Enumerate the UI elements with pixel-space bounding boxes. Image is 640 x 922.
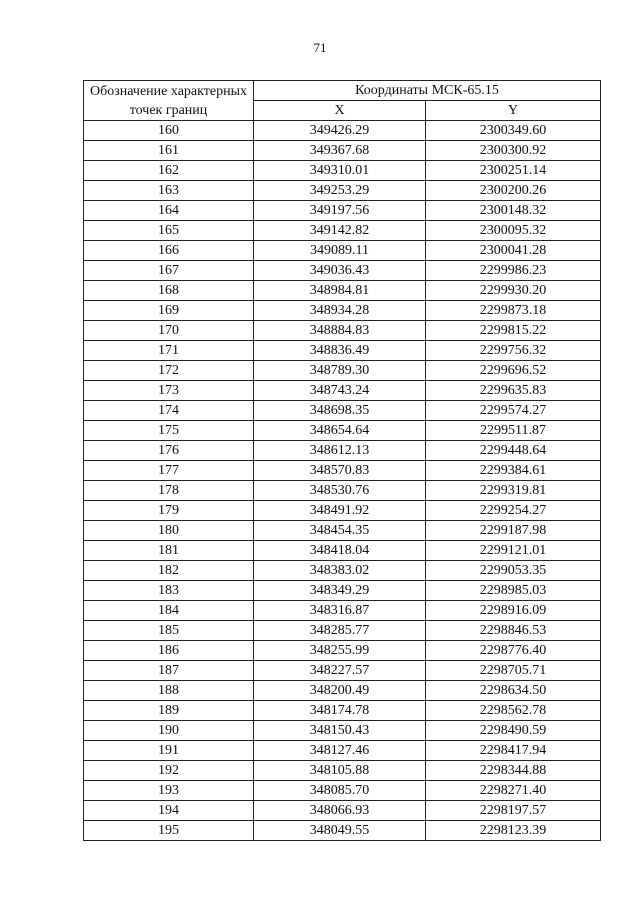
y-coordinate-cell: 2298271.40	[426, 781, 601, 801]
point-id-cell: 163	[84, 181, 254, 201]
y-coordinate-cell: 2298197.57	[426, 801, 601, 821]
table-row	[84, 681, 601, 701]
y-coordinate-cell: 2299696.52	[426, 361, 601, 381]
x-coordinate-cell: 348612.13	[254, 441, 426, 461]
table-row	[84, 661, 601, 681]
x-coordinate-cell: 348227.57	[254, 661, 426, 681]
y-coordinate-cell: 2299053.35	[426, 561, 601, 581]
x-coordinate-cell: 348316.87	[254, 601, 426, 621]
x-coordinate-cell: 348174.78	[254, 701, 426, 721]
x-coordinate-cell: 348049.55	[254, 821, 426, 841]
x-coordinate-cell: 348418.04	[254, 541, 426, 561]
point-id-cell: 174	[84, 401, 254, 421]
table-row	[84, 721, 601, 741]
point-id-cell: 192	[84, 761, 254, 781]
point-id-cell: 172	[84, 361, 254, 381]
table-row	[84, 521, 601, 541]
x-coordinate-cell: 348984.81	[254, 281, 426, 301]
y-coordinate-cell: 2299756.32	[426, 341, 601, 361]
y-coordinate-cell: 2298344.88	[426, 761, 601, 781]
point-id-cell: 186	[84, 641, 254, 661]
point-id-cell: 184	[84, 601, 254, 621]
point-id-cell: 190	[84, 721, 254, 741]
point-id-cell: 165	[84, 221, 254, 241]
x-coordinate-cell: 349253.29	[254, 181, 426, 201]
x-coordinate-cell: 348934.28	[254, 301, 426, 321]
point-id-cell: 164	[84, 201, 254, 221]
table-row	[84, 821, 601, 841]
y-coordinate-cell: 2299319.81	[426, 481, 601, 501]
table-row	[84, 381, 601, 401]
point-id-cell: 178	[84, 481, 254, 501]
table-header	[84, 81, 601, 121]
point-id-cell: 189	[84, 701, 254, 721]
x-column-header: X	[254, 101, 426, 121]
x-coordinate-cell: 349367.68	[254, 141, 426, 161]
x-coordinate-cell: 348743.24	[254, 381, 426, 401]
table-row	[84, 741, 601, 761]
x-coordinate-cell: 348349.29	[254, 581, 426, 601]
coordinates-group-header: Координаты МСК-65.15	[254, 81, 601, 101]
point-id-cell: 168	[84, 281, 254, 301]
y-coordinate-cell: 2298985.03	[426, 581, 601, 601]
x-coordinate-cell: 348255.99	[254, 641, 426, 661]
y-column-header: Y	[426, 101, 601, 121]
point-id-cell: 183	[84, 581, 254, 601]
y-coordinate-cell: 2300300.92	[426, 141, 601, 161]
x-coordinate-cell: 349426.29	[254, 121, 426, 141]
y-coordinate-cell: 2298705.71	[426, 661, 601, 681]
table-body	[84, 121, 601, 841]
point-designation-line1: Обозначение характерных	[90, 83, 247, 99]
point-id-cell: 179	[84, 501, 254, 521]
point-id-cell: 161	[84, 141, 254, 161]
x-coordinate-cell: 349089.11	[254, 241, 426, 261]
table-row	[84, 641, 601, 661]
point-id-cell: 182	[84, 561, 254, 581]
point-id-cell: 195	[84, 821, 254, 841]
table-row	[84, 341, 601, 361]
y-coordinate-cell: 2298916.09	[426, 601, 601, 621]
table-row	[84, 621, 601, 641]
x-coordinate-cell: 348127.46	[254, 741, 426, 761]
y-coordinate-cell: 2299635.83	[426, 381, 601, 401]
x-coordinate-cell: 349142.82	[254, 221, 426, 241]
x-coordinate-cell: 348836.49	[254, 341, 426, 361]
table-row	[84, 401, 601, 421]
point-id-cell: 160	[84, 121, 254, 141]
y-coordinate-cell: 2298562.78	[426, 701, 601, 721]
table-row	[84, 701, 601, 721]
table-row	[84, 541, 601, 561]
table-row	[84, 461, 601, 481]
point-id-cell: 175	[84, 421, 254, 441]
table-row	[84, 121, 601, 141]
table-row	[84, 761, 601, 781]
x-coordinate-cell: 348570.83	[254, 461, 426, 481]
point-id-cell: 177	[84, 461, 254, 481]
y-coordinate-cell: 2298123.39	[426, 821, 601, 841]
table-row	[84, 221, 601, 241]
x-coordinate-cell: 348200.49	[254, 681, 426, 701]
x-coordinate-cell: 348105.88	[254, 761, 426, 781]
x-coordinate-cell: 348085.70	[254, 781, 426, 801]
x-coordinate-cell: 348884.83	[254, 321, 426, 341]
point-id-cell: 181	[84, 541, 254, 561]
point-id-cell: 170	[84, 321, 254, 341]
y-coordinate-cell: 2298846.53	[426, 621, 601, 641]
y-coordinate-cell: 2298776.40	[426, 641, 601, 661]
point-id-cell: 162	[84, 161, 254, 181]
point-id-cell: 173	[84, 381, 254, 401]
x-coordinate-cell: 348491.92	[254, 501, 426, 521]
y-coordinate-cell: 2299121.01	[426, 541, 601, 561]
y-coordinate-cell: 2298634.50	[426, 681, 601, 701]
point-id-cell: 167	[84, 261, 254, 281]
x-coordinate-cell: 348066.93	[254, 801, 426, 821]
table-row	[84, 301, 601, 321]
point-designation-line2: точек границ	[129, 102, 208, 118]
x-coordinate-cell: 348789.30	[254, 361, 426, 381]
table-row	[84, 261, 601, 281]
table-row	[84, 581, 601, 601]
x-coordinate-cell: 348698.35	[254, 401, 426, 421]
point-id-cell: 171	[84, 341, 254, 361]
table-row	[84, 421, 601, 441]
x-coordinate-cell: 348285.77	[254, 621, 426, 641]
table-row	[84, 481, 601, 501]
table-row	[84, 241, 601, 261]
y-coordinate-cell: 2299384.61	[426, 461, 601, 481]
x-coordinate-cell: 348454.35	[254, 521, 426, 541]
y-coordinate-cell: 2300200.26	[426, 181, 601, 201]
point-id-cell: 185	[84, 621, 254, 641]
y-coordinate-cell: 2299574.27	[426, 401, 601, 421]
point-id-cell: 187	[84, 661, 254, 681]
y-coordinate-cell: 2300095.32	[426, 221, 601, 241]
table-row	[84, 501, 601, 521]
table-row	[84, 361, 601, 381]
y-coordinate-cell: 2300349.60	[426, 121, 601, 141]
y-coordinate-cell: 2299511.87	[426, 421, 601, 441]
y-coordinate-cell: 2300148.32	[426, 201, 601, 221]
page-number: 71	[313, 40, 327, 55]
table-row	[84, 801, 601, 821]
x-coordinate-cell: 349036.43	[254, 261, 426, 281]
table-row	[84, 141, 601, 161]
x-coordinate-cell: 348383.02	[254, 561, 426, 581]
y-coordinate-cell: 2300251.14	[426, 161, 601, 181]
table-row	[84, 181, 601, 201]
table-row	[84, 781, 601, 801]
table-row	[84, 201, 601, 221]
point-id-cell: 169	[84, 301, 254, 321]
y-coordinate-cell: 2298490.59	[426, 721, 601, 741]
point-id-cell: 191	[84, 741, 254, 761]
table-row	[84, 601, 601, 621]
x-coordinate-cell: 348654.64	[254, 421, 426, 441]
y-coordinate-cell: 2299873.18	[426, 301, 601, 321]
coordinates-table	[83, 80, 601, 841]
y-coordinate-cell: 2299187.98	[426, 521, 601, 541]
point-designation-header	[84, 81, 254, 121]
x-coordinate-cell: 349197.56	[254, 201, 426, 221]
table-row	[84, 321, 601, 341]
y-coordinate-cell: 2299986.23	[426, 261, 601, 281]
y-coordinate-cell: 2300041.28	[426, 241, 601, 261]
table-row	[84, 561, 601, 581]
point-id-cell: 180	[84, 521, 254, 541]
point-id-cell: 166	[84, 241, 254, 261]
y-coordinate-cell: 2299254.27	[426, 501, 601, 521]
y-coordinate-cell: 2299815.22	[426, 321, 601, 341]
table-row	[84, 161, 601, 181]
y-coordinate-cell: 2299930.20	[426, 281, 601, 301]
y-coordinate-cell: 2298417.94	[426, 741, 601, 761]
point-id-cell: 194	[84, 801, 254, 821]
table-row	[84, 441, 601, 461]
x-coordinate-cell: 349310.01	[254, 161, 426, 181]
point-id-cell: 193	[84, 781, 254, 801]
point-id-cell: 176	[84, 441, 254, 461]
point-id-cell: 188	[84, 681, 254, 701]
x-coordinate-cell: 348530.76	[254, 481, 426, 501]
x-coordinate-cell: 348150.43	[254, 721, 426, 741]
y-coordinate-cell: 2299448.64	[426, 441, 601, 461]
table-row	[84, 281, 601, 301]
